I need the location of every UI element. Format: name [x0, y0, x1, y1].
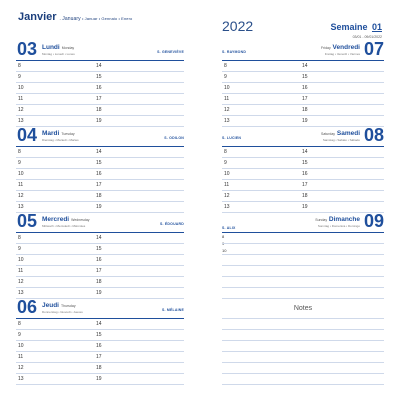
- hour-label: 18: [96, 193, 102, 199]
- hour-line[interactable]: [16, 71, 184, 72]
- hour-line[interactable]: [16, 276, 184, 277]
- hour-line[interactable]: [222, 168, 384, 169]
- hour-label: 18: [302, 107, 308, 113]
- hour-line[interactable]: [16, 362, 184, 363]
- hour-label: 10: [18, 257, 24, 263]
- hour-line[interactable]: [16, 298, 184, 299]
- hour-label: 15: [96, 160, 102, 166]
- day-number: 08: [363, 125, 384, 145]
- notes-label: Notes: [293, 305, 313, 312]
- hour-label: 18: [96, 279, 102, 285]
- week-label: Semaine: [330, 22, 368, 32]
- hour-label: 16: [96, 171, 102, 177]
- hour-label: 15: [96, 246, 102, 252]
- hour-label: 10: [18, 171, 24, 177]
- hour-line[interactable]: [222, 265, 384, 266]
- year: 2022: [222, 18, 254, 34]
- hour-label: 16: [302, 85, 308, 91]
- hour-label: 19: [302, 118, 308, 124]
- hour-label: 12: [18, 279, 24, 285]
- hour-label: 8: [18, 149, 21, 155]
- hour-line[interactable]: [222, 71, 384, 72]
- hour-label: 11: [224, 182, 230, 188]
- hour-line[interactable]: [16, 287, 184, 288]
- day-langs: Dienstag • Martedì • Martes: [42, 138, 79, 142]
- hour-line[interactable]: [16, 157, 184, 158]
- saint-name: S. RAYMOND: [222, 50, 247, 54]
- hour-label: 9: [18, 246, 21, 252]
- hour-label: 14: [302, 63, 308, 69]
- hour-label: 17: [96, 182, 102, 188]
- hour-label: 14: [302, 149, 308, 155]
- left-page: [16, 0, 184, 400]
- hour-label: 9: [18, 160, 21, 166]
- day-langs: Mittwoch • Mercoledì • Miércoles: [42, 224, 86, 228]
- hour-line[interactable]: [222, 82, 384, 83]
- hour-label: 17: [96, 96, 102, 102]
- hour-line[interactable]: [222, 201, 384, 202]
- hour-label: 17: [96, 354, 102, 360]
- hour-label: 11: [18, 268, 24, 274]
- hour-label: 15: [96, 332, 102, 338]
- day-number: 04: [17, 125, 38, 145]
- hour-line[interactable]: [16, 190, 184, 191]
- hour-label: 15: [96, 74, 102, 80]
- hour-line[interactable]: [222, 276, 384, 277]
- notes-line[interactable]: [222, 340, 384, 341]
- week-dates: 03/01 - 09/01/2022: [352, 35, 382, 39]
- hour-label: 8: [18, 321, 21, 327]
- day-number: 09: [363, 211, 384, 231]
- hour-label: 16: [302, 171, 308, 177]
- hour-label: 8: [224, 63, 227, 69]
- hour-line[interactable]: [222, 157, 384, 158]
- hour-label: 9: [18, 74, 21, 80]
- hour-label: 11: [18, 354, 24, 360]
- hour-label: 10: [222, 248, 227, 253]
- hour-label: 10: [224, 85, 230, 91]
- week-number: 01: [371, 22, 382, 32]
- hour-label: 10: [18, 85, 24, 91]
- day-number: 06: [17, 297, 38, 317]
- hour-label: 12: [18, 193, 24, 199]
- hour-label: 8: [224, 149, 227, 155]
- day-name: Sunday Dimanche: [315, 216, 360, 223]
- notes-line[interactable]: [222, 384, 384, 385]
- saint-name: S. GENEVIÈVE: [157, 50, 184, 54]
- hour-label: 12: [224, 193, 230, 199]
- day-name: Saturday Samedi: [321, 130, 360, 137]
- hour-label: 8: [222, 234, 225, 239]
- hour-line[interactable]: [16, 373, 184, 374]
- day-number: 03: [17, 39, 38, 59]
- hour-line[interactable]: [16, 384, 184, 385]
- hour-label: 18: [302, 193, 308, 199]
- hour-grid: [16, 0, 184, 400]
- saint-name: S. ÉDOUARD: [160, 222, 184, 226]
- hour-label: 17: [302, 96, 308, 102]
- hour-line[interactable]: [16, 201, 184, 202]
- hour-label: 15: [302, 160, 308, 166]
- day-number: 05: [17, 211, 38, 231]
- hour-label: 13: [18, 376, 24, 382]
- hour-label: 13: [18, 290, 24, 296]
- notes-line[interactable]: [222, 351, 384, 352]
- day-number: 07: [363, 39, 384, 59]
- hour-label: 14: [96, 321, 102, 327]
- hour-line[interactable]: [16, 115, 184, 116]
- hour-line[interactable]: [16, 351, 184, 352]
- hour-line[interactable]: [16, 243, 184, 244]
- hour-label: 9: [18, 332, 21, 338]
- saint-name: S. LUCIEN: [222, 136, 242, 140]
- hour-label: 16: [96, 343, 102, 349]
- hour-label: 17: [96, 268, 102, 274]
- day-langs: Sonntag • Domenica • Domingo: [317, 224, 360, 228]
- hour-label: 9: [222, 241, 225, 246]
- hour-label: 16: [96, 85, 102, 91]
- saint-name: S. MÉLAINE: [161, 308, 184, 312]
- hour-line[interactable]: [222, 254, 384, 255]
- day-name: Lundi Monday: [42, 44, 75, 51]
- hour-label: 19: [302, 204, 308, 210]
- hour-line[interactable]: [16, 212, 184, 213]
- hour-label: 14: [96, 63, 102, 69]
- day-name: Mardi Tuesday: [42, 130, 75, 137]
- day-langs: Freitag • Venerdì • Viernes: [324, 52, 360, 56]
- hour-line[interactable]: [16, 254, 184, 255]
- day-langs: Montag • Lunedì • Lunes: [42, 52, 75, 56]
- hour-line[interactable]: [16, 340, 184, 341]
- hour-line[interactable]: [222, 115, 384, 116]
- hour-label: 13: [18, 204, 24, 210]
- day-name: Jeudi Thursday: [42, 302, 76, 309]
- hour-label: 16: [96, 257, 102, 263]
- day-name: Mercredi Wednesday: [42, 216, 90, 223]
- notes-line[interactable]: [222, 318, 384, 319]
- hour-line[interactable]: [16, 168, 184, 169]
- hour-label: 11: [18, 182, 24, 188]
- hour-line[interactable]: [16, 82, 184, 83]
- notes-line[interactable]: [222, 373, 384, 374]
- hour-label: 13: [18, 118, 24, 124]
- notes-line[interactable]: [222, 329, 384, 330]
- hour-line[interactable]: [222, 93, 384, 94]
- hour-line[interactable]: [222, 212, 384, 213]
- hour-label: 12: [224, 107, 230, 113]
- notes-line[interactable]: [222, 362, 384, 363]
- hour-grid: [222, 0, 384, 400]
- saint-name: S. ALIX: [222, 226, 236, 230]
- hour-label: 14: [96, 149, 102, 155]
- hour-line[interactable]: [16, 179, 184, 180]
- hour-line[interactable]: [222, 190, 384, 191]
- day-name: Friday Vendredi: [320, 44, 360, 51]
- month-name: Janvier: [18, 11, 57, 23]
- right-page: [222, 0, 384, 400]
- hour-label: 12: [18, 365, 24, 371]
- hour-line[interactable]: [222, 243, 384, 244]
- hour-label: 19: [96, 376, 102, 382]
- hour-label: 13: [224, 204, 230, 210]
- hour-line[interactable]: [222, 287, 384, 288]
- hour-line[interactable]: [16, 104, 184, 105]
- hour-label: 12: [18, 107, 24, 113]
- hour-line[interactable]: [222, 126, 384, 127]
- hour-label: 15: [302, 74, 308, 80]
- hour-label: 18: [96, 365, 102, 371]
- hour-label: 8: [18, 235, 21, 241]
- hour-line[interactable]: [16, 93, 184, 94]
- hour-line[interactable]: [222, 104, 384, 105]
- hour-line[interactable]: [16, 329, 184, 330]
- hour-line[interactable]: [16, 265, 184, 266]
- hour-label: 11: [224, 96, 230, 102]
- hour-label: 8: [18, 63, 21, 69]
- hour-label: 18: [96, 107, 102, 113]
- hour-line[interactable]: [222, 298, 384, 299]
- day-langs: Donnerstag • Giovedì • Jueves: [42, 310, 83, 314]
- hour-line[interactable]: [222, 179, 384, 180]
- hour-label: 19: [96, 204, 102, 210]
- hour-label: 9: [224, 160, 227, 166]
- month-en: - January • Januar • Gennaio • Enero: [59, 16, 133, 22]
- hour-line[interactable]: [16, 126, 184, 127]
- saint-name: S. ODILON: [164, 136, 184, 140]
- hour-label: 13: [224, 118, 230, 124]
- hour-label: 10: [18, 343, 24, 349]
- hour-label: 10: [224, 171, 230, 177]
- hour-label: 19: [96, 290, 102, 296]
- hour-label: 11: [18, 96, 24, 102]
- hour-label: 9: [224, 74, 227, 80]
- hour-label: 19: [96, 118, 102, 124]
- day-langs: Samstag • Sabato • Sábado: [322, 138, 360, 142]
- hour-label: 14: [96, 235, 102, 241]
- hour-label: 17: [302, 182, 308, 188]
